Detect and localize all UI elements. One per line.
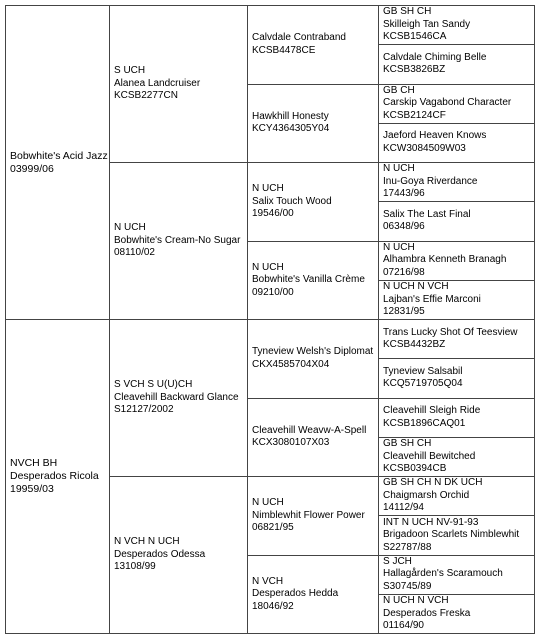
pedigree-cell-gen2-2 (109, 162, 248, 320)
pedigree-line: N UCH N VCH (383, 595, 449, 607)
pedigree-line: 06348/96 (383, 221, 425, 233)
pedigree-line: Nimblewhit Flower Power (252, 509, 365, 521)
pedigree-line: S22787/88 (383, 541, 432, 553)
pedigree-line: GB CH (383, 84, 415, 96)
pedigree-line: N VCH N UCH (114, 536, 180, 548)
pedigree-line: GB SH CH (383, 6, 432, 18)
pedigree-cell-gen3-7 (247, 476, 379, 556)
pedigree-cell-gen2-4 (109, 476, 248, 634)
pedigree-line: Desperados Freska (383, 607, 471, 619)
pedigree-line: 06821/95 (252, 522, 294, 533)
pedigree-cell-gen1-1 (5, 5, 110, 320)
pedigree-line: Bobwhite's Cream-No Sugar (114, 234, 241, 246)
pedigree-line: S VCH S U(U)CH (114, 379, 193, 391)
pedigree-line: KCSB1546CA (383, 31, 447, 43)
pedigree-line: N UCH (114, 222, 146, 234)
pedigree-cell-gen4-11 (378, 398, 535, 438)
pedigree-cell-gen2-3 (109, 319, 248, 477)
pedigree-line: GB SH CH N DK UCH (383, 477, 483, 489)
pedigree-cell-gen3-8 (247, 555, 379, 635)
pedigree-cell-gen2-1 (109, 5, 248, 163)
pedigree-line: N UCH (252, 497, 284, 508)
pedigree-line: Lajban's Effie Marconi (383, 293, 481, 305)
pedigree-line: Desperados Hedda (252, 588, 339, 599)
pedigree-cell-gen4-7 (378, 241, 535, 281)
pedigree-line: Cleavehill Weavw-A-Spell (252, 424, 367, 436)
pedigree-line: N UCH (252, 261, 284, 273)
pedigree-line: Skilleigh Tan Sandy (383, 18, 471, 30)
pedigree-line: 12831/95 (383, 306, 425, 318)
pedigree-line: S UCH (114, 65, 146, 77)
pedigree-line: Chaigmarsh Orchid (383, 489, 470, 501)
pedigree-cell-gen4-8 (378, 280, 535, 320)
pedigree-cell-gen4-6 (378, 201, 535, 241)
pedigree-cell-gen4-1 (378, 5, 535, 45)
pedigree-table (5, 5, 534, 633)
pedigree-line: KCY4364305Y04 (252, 123, 330, 135)
pedigree-line: INT N UCH NV-91-93 (383, 516, 479, 528)
pedigree-line: KCW3084509W03 (383, 142, 466, 154)
pedigree-line: 01164/90 (383, 620, 424, 632)
pedigree-cell-gen4-9 (378, 319, 535, 359)
pedigree-line: 09210/00 (252, 286, 294, 298)
pedigree-line: KCSB0394CB (383, 463, 447, 475)
pedigree-line: Desperados Odessa (114, 548, 206, 560)
pedigree-line: Carskip Vagabond Character (383, 97, 512, 109)
pedigree-cell-gen3-5 (247, 319, 379, 399)
pedigree-line: S30745/89 (383, 580, 432, 592)
pedigree-line: KCSB4478CE (252, 44, 316, 56)
pedigree-line: Tyneview Salsabil (383, 365, 463, 377)
pedigree-line: 18046/92 (252, 600, 294, 612)
pedigree-line: KCQ5719705Q04 (383, 378, 463, 390)
pedigree-line: Cleavehill Bewitched (383, 450, 476, 462)
pedigree-cell-gen4-4 (378, 123, 535, 163)
pedigree-cell-gen4-2 (378, 44, 535, 84)
pedigree-line: Alhambra Kenneth Branagh (383, 254, 507, 266)
pedigree-line: Desperados Ricola (10, 470, 99, 482)
pedigree-line: N UCH (383, 241, 415, 253)
pedigree-cell-gen3-1 (247, 5, 379, 85)
pedigree-cell-gen4-5 (378, 162, 535, 202)
pedigree-line: N UCH N VCH (383, 281, 449, 293)
pedigree-line: 08110/02 (114, 247, 155, 259)
pedigree-line: NVCH BH (10, 457, 58, 469)
pedigree-cell-gen3-4 (247, 241, 379, 321)
pedigree-line: CKX4585704X04 (252, 358, 330, 370)
pedigree-line: Calvdale Chiming Belle (383, 51, 487, 63)
pedigree-line: 14112/94 (383, 502, 424, 514)
pedigree-cell-gen4-14 (378, 515, 535, 555)
pedigree-line: KCSB1896CAQ01 (383, 417, 466, 429)
pedigree-line: Hawkhill Honesty (252, 110, 329, 122)
pedigree-cell-gen4-15 (378, 555, 535, 595)
pedigree-line: GB SH CH (383, 438, 432, 450)
pedigree-line: KCSB3826BZ (383, 64, 446, 76)
pedigree-cell-gen4-12 (378, 437, 535, 477)
pedigree-line: Salix Touch Wood (252, 195, 332, 207)
pedigree-line: Jaeford Heaven Knows (383, 130, 487, 142)
pedigree-line: KCSB2277CN (114, 90, 178, 102)
pedigree-line: Salix The Last Final (383, 208, 471, 220)
pedigree-line: KCX3080107X03 (252, 437, 330, 449)
pedigree-cell-gen4-16 (378, 594, 535, 634)
pedigree-line: 03999/06 (10, 162, 54, 175)
pedigree-line: 19959/03 (10, 483, 54, 495)
pedigree-line: Calvdale Contraband (252, 32, 346, 44)
pedigree-line: N UCH (252, 183, 284, 194)
pedigree-line: 07216/98 (383, 266, 425, 278)
pedigree-line: Hallagården's Scaramouch (383, 568, 503, 580)
pedigree-line: N UCH (383, 163, 415, 175)
pedigree-line: Bobwhite's Acid Jazz (10, 149, 108, 162)
pedigree-cell-gen4-10 (378, 358, 535, 398)
pedigree-cell-gen3-2 (247, 84, 379, 164)
pedigree-line: 17443/96 (383, 188, 425, 200)
pedigree-cell-gen4-13 (378, 476, 535, 516)
pedigree-line: Tyneview Welsh's Diplomat (252, 346, 374, 358)
pedigree-line: Alanea Landcruiser (114, 77, 201, 89)
pedigree-line: Inu-Goya Riverdance (383, 175, 478, 187)
pedigree-line: Cleavehill Backward Glance (114, 391, 239, 403)
pedigree-line: Cleavehill Sleigh Ride (383, 405, 481, 417)
pedigree-cell-gen3-3 (247, 162, 379, 242)
pedigree-line: KCSB2124CF (383, 109, 446, 121)
pedigree-line: S12127/2002 (114, 404, 174, 416)
pedigree-line: 19546/00 (252, 208, 294, 219)
pedigree-line: 13108/99 (114, 561, 156, 573)
pedigree-line: N VCH (252, 575, 284, 587)
pedigree-line: Brigadoon Scarlets Nimblewhit (383, 529, 520, 541)
pedigree-line: KCSB4432BZ (383, 339, 446, 351)
pedigree-cell-gen3-6 (247, 398, 379, 478)
pedigree-line: Trans Lucky Shot Of Teesview (383, 326, 518, 338)
pedigree-line: Bobwhite's Vanilla Crème (252, 274, 365, 285)
pedigree-cell-gen4-3 (378, 84, 535, 124)
pedigree-cell-gen1-2 (5, 319, 110, 634)
pedigree-line: S JCH (383, 555, 412, 567)
